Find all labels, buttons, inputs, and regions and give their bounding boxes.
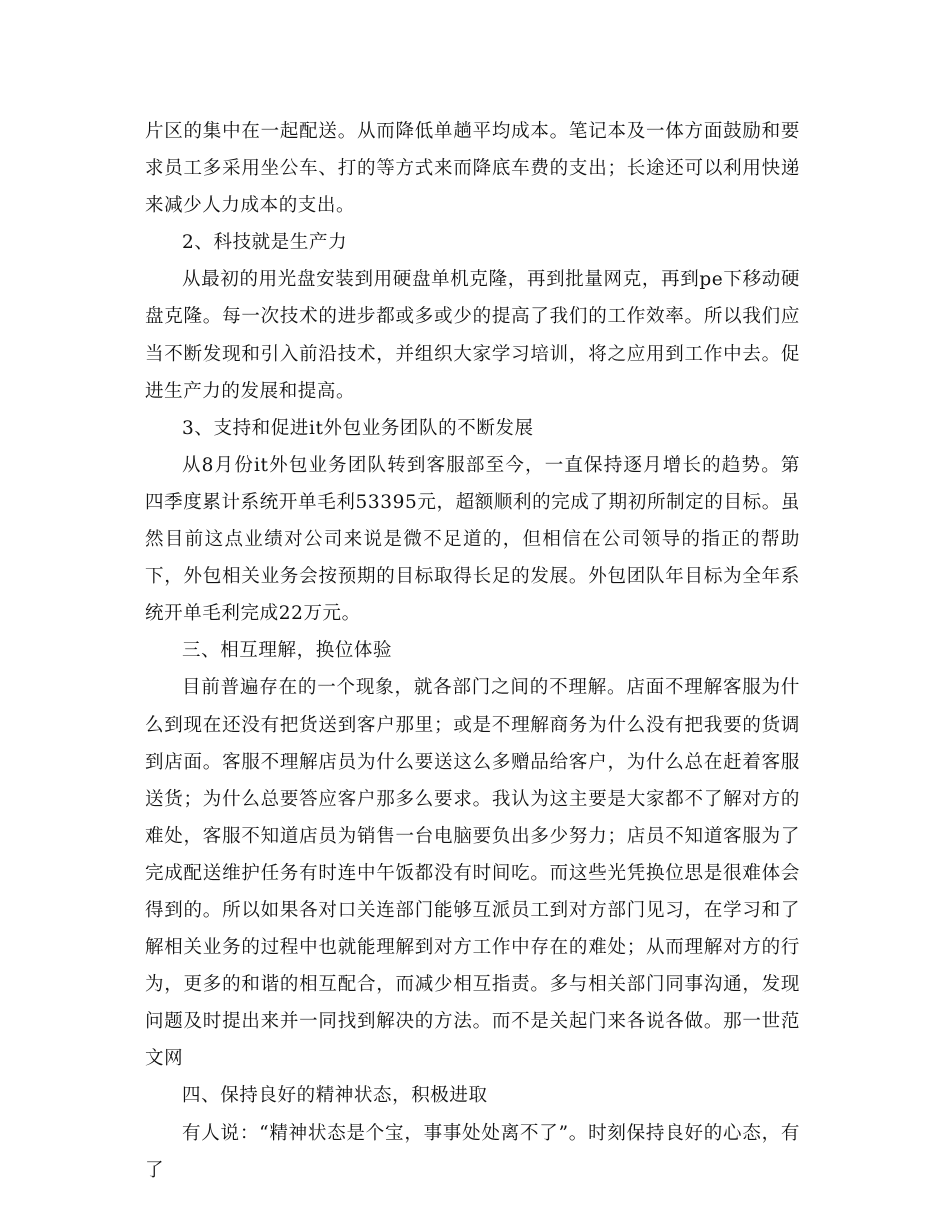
document-page <box>145 113 800 1189</box>
heading-it-outsourcing: 3、支持和促进it外包业务团队的不断发展 <box>182 417 534 439</box>
heading-mutual-understanding: 三、相互理解，换位体验 <box>182 640 393 662</box>
paragraph-cost-reduction: 片区的集中在一起配送。从而降低单趟平均成本。笔记本及一体方面鼓励和要求员工多采用坐公车、打的等方式来而降底车费的支出；长途还可以利用快递来减少人力成本的支出。 <box>145 121 800 217</box>
heading-good-spirit: 四、保持良好的精神状态，积极进取 <box>182 1085 488 1107</box>
paragraph-spirit-state: 有人说：“精神状态是个宝，事事处处离不了”。时刻保持良好的心态，有了 <box>145 1122 800 1181</box>
paragraph-technology-progress: 从最初的用光盘安装到用硬盘单机克隆，再到批量网克，再到pe下移动硬盘克隆。每一次技术的进步都或多或少的提高了我们的工作效率。所以我们应当不断发现和引入前沿技术，并组织大家学习培训，将之应用到工作中去。促进生产力的发展和提高。 <box>145 269 800 402</box>
paragraph-outsourcing-results: 从8月份it外包业务团队转到客服部至今，一直保持逐月增长的趋势。第四季度累计系统开单毛利53395元，超额顺利的完成了期初所制定的目标。虽然目前这点业绩对公司来说是微不足道的，但相信在公司领导的指正的帮助下，外包相关业务会按预期的目标取得长足的发展。外包团队年目标为全年系统开单毛利完成22万元。 <box>145 454 800 625</box>
paragraph-department-understanding: 目前普遍存在的一个现象，就各部门之间的不理解。店面不理解客服为什么到现在还没有把货送到客户那里；或是不理解商务为什么没有把我要的货调到店面。客服不理解店员为什么要送这么多赠品给客户，为什么总在赶着客服送货；为什么总要答应客户那多么要求。我认为这主要是大家都不了解对方的难处，客服不知道店员为销售一台电脑要负出多少努力；店员不知道客服为了完成配送维护任务有时连中午饭都没有时间吃。而这些光凭换位思是很难体会得到的。所以如果各对口关连部门能够互派员工到对方部门见习，在学习和了解相关业务的过程中也就能理解到对方工作中存在的难处；从而理解对方的行为，更多的和谐的相互配合，而减少相互指责。多与相关部门同事沟通，发现问题及时提出来并一同找到解决的方法。而不是关起门来各说各做。那一世范文网 <box>145 677 800 1070</box>
heading-technology-productivity: 2、科技就是生产力 <box>182 232 348 254</box>
